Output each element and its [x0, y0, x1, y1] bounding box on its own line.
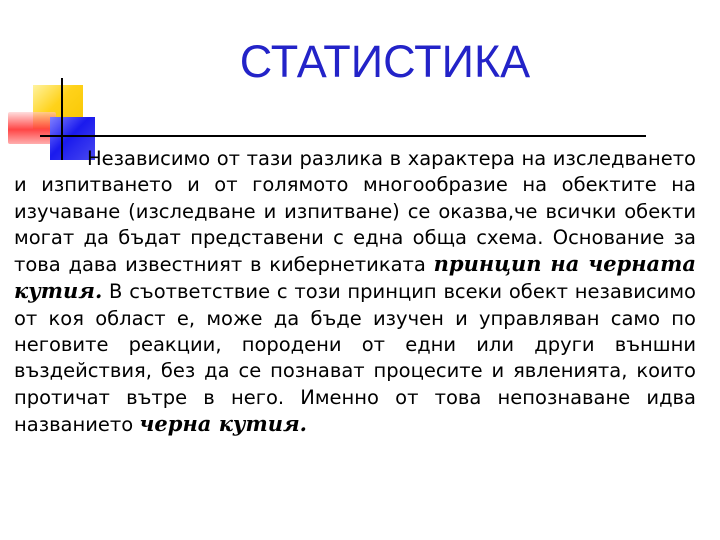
- emphasis-black-box: черна кутия.: [139, 410, 307, 436]
- paragraph-text-part1: Независимо от тази разлика в характера на изследването и изпитването и от голямото многообразие на обектите на изучаване (изследване и изпитване) се оказва,че всички обекти могат да бъдат представени с една обща схема. Основание за това дава известният в кибернетиката: [14, 147, 696, 277]
- title-underline: [40, 135, 646, 137]
- ornament-red-bar: [8, 112, 56, 144]
- body-paragraph: [14, 146, 696, 438]
- paragraph-text-part2: В съответствие с този принцип всеки обект независимо от коя област е, може да бъде изучен и управляван само по неговите реакции, породени от едни или други външни въздействия, без да се познават процесите и явленията, които протичат вътре в него. Именно от това непознаване идва названието: [14, 280, 696, 436]
- slide-title: СТАТИСТИКА: [239, 36, 531, 87]
- emphasis-black-box-principle: принцип на черната кутия.: [14, 251, 696, 304]
